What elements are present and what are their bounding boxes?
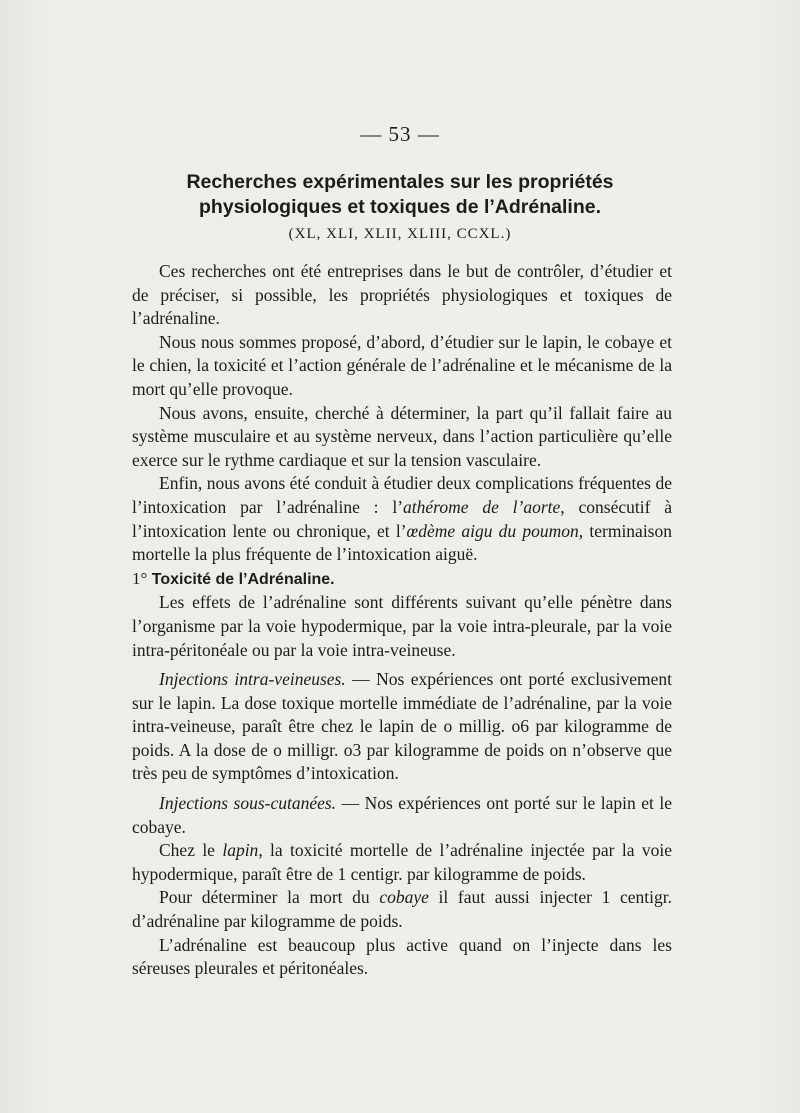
text-span: Chez le [159, 840, 223, 861]
text-span: — Nos expériences ont porté exclusivement sur le lapin. La dose toxique mortelle immédiate de l’adrénaline, par la voie intra-veineuse, paraît être chez le lapin de o millig. o6 par kilogramme de poids. A la dose de o milligr. o3 par kilogramme de poids on n’observe que très peu de symptômes d’intoxication. [132, 669, 672, 784]
section-number: 1° [132, 568, 148, 588]
section-heading [132, 567, 672, 592]
text-span: Enfin, nous avons été conduit à étudier deux complications fréquentes de l’intoxication par l’adrénaline : l’ [132, 473, 672, 517]
intro-paragraph-2: Nous nous sommes proposé, d’abord, d’étudier sur le lapin, le cobaye et le chien, la toxicité et l’action générale de l’adrénaline et le mécanisme de la mort qu’elle provoque. [132, 331, 672, 399]
text-span: il faut aussi injecter 1 centigr. d’adrénaline par kilogramme de poids. [132, 887, 672, 932]
section-paragraph-3 [132, 792, 672, 839]
italic-term: lapin [222, 840, 259, 861]
text-span: Pour déterminer la mort du [159, 887, 380, 908]
section-paragraph-4 [132, 839, 672, 886]
title-line-1: Recherches expérimentales sur les propriétés [186, 171, 614, 193]
subheading-sous-cutanees: Injections sous-cutanées. [159, 793, 337, 814]
body-text [132, 260, 672, 981]
page-number: — 53 — [360, 122, 440, 146]
section-paragraph-2 [132, 668, 672, 786]
text-span: , la toxicité mortelle de l’adrénaline injectée par la voie hypodermique, paraît être de 1 centigr. par kilogramme de poids. [132, 840, 672, 884]
italic-term: cobaye [379, 887, 429, 908]
title-line-2: physiologiques et toxiques de l’Adrénaline. [199, 196, 601, 218]
text-span: , consécutif à l’intoxication lente ou chronique, et l’ [132, 496, 673, 541]
text-span: , terminaison mortelle la plus fréquente de l’intoxication aiguë. [132, 520, 672, 565]
italic-term: athérome de l’aorte [403, 496, 561, 517]
page-title [120, 170, 680, 220]
italic-term: œdème aigu du poumon [406, 520, 579, 541]
intro-paragraph-4 [132, 472, 672, 566]
section-paragraph-5 [132, 886, 672, 933]
intro-paragraph-3: Nous avons, ensuite, cherché à déterminer, la part qu’il fallait faire au système musculaire et au système nerveux, dans l’action particulière qu’elle exerce sur le rythme cardiaque et sur la tension vasculaire. [132, 402, 672, 470]
references: (XL, XLI, XLII, XLIII, CCXL.) [288, 226, 512, 242]
section-paragraph-6: L’adrénaline est beaucoup plus active quand on l’injecte dans les séreuses pleurales et péritonéales. [132, 934, 672, 979]
section-paragraph-1: Les effets de l’adrénaline sont différents suivant qu’elle pénètre dans l’organisme par la voie hypodermique, par la voie intra-pleurale, par la voie intra-péritonéale ou par la voie intra-veineuse. [132, 592, 672, 660]
section-title: Toxicité de l’Adrénaline. [151, 570, 335, 588]
subheading-intra-veineuses: Injections intra-veineuses. [159, 669, 346, 690]
text-span: — Nos expériences ont porté sur le lapin et le cobaye. [132, 793, 672, 837]
intro-paragraph-1: Ces recherches ont été entreprises dans le but de contrôler, d’étudier et de préciser, si possible, les propriétés physiologiques et toxiques de l’adrénaline. [132, 261, 672, 329]
